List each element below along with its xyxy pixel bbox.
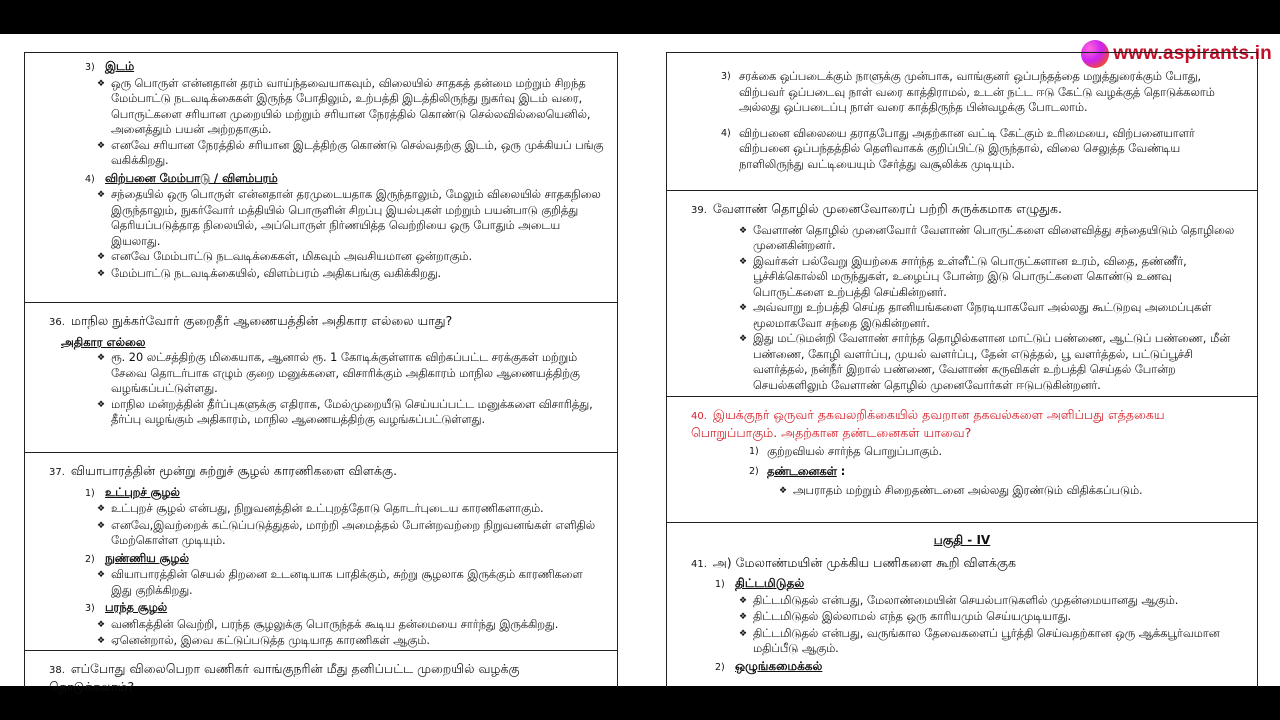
bullet-icon: ❖ — [739, 334, 748, 344]
list-item: ❖ திட்டமிடுதல் என்பது, மேலாண்மையின் செயல்பாடுகளில் முதன்மையானது ஆகும். — [739, 593, 1245, 610]
section-q37 — [25, 453, 617, 651]
logo-text: www.aspirants.in — [1113, 43, 1272, 64]
left-column — [24, 52, 618, 694]
list-item: ❖ உட்புறச் சூழல் என்பது, நிறுவனத்தின் உட்புறத்தோடு தொடர்புடைய காரணிகளாகும். — [97, 501, 605, 518]
list-item: ❖ எனவே சரியான நேரத்தில் சரியான இடத்திற்கு கொண்டு செல்வதற்கு இடம், ஒரு முக்கியப் பங்கு வகிக்கிறது. — [97, 138, 604, 167]
bullet-icon: ❖ — [97, 399, 106, 410]
section-q36 — [25, 303, 617, 453]
list-item: ❖ மேம்பாட்டு நடவடிக்கையில், விளம்பரம் அதிகபங்கு வகிக்கிறது. — [97, 266, 605, 283]
bullet-icon: ❖ — [97, 268, 106, 279]
list-item: 4) விற்பனை விலையை தராதபோது அதற்கான வட்டி கேட்கும் உரிமையை, விற்பனையாளர் விற்பனை ஒப்பந்தத்தில் தெளிவாகக் குறிப்பிட்டு இருந்தால், விலை செலுத்த வேண்டிய நாளிலிருந்து வட்டியையும் சேர்த்து வசூலிக்க முடியும். — [721, 126, 1195, 171]
list-item: ❖ சந்தையில் ஒரு பொருள் என்னதான் தரமுடையதாக இருந்தாலும், மேலும் விலையில் சாதகநிலை இருந்தாலும், நுகர்வோர் மத்தியில் பொருளின் சிறப்பு இயல்புகள் மற்றும் பயன்பாடு குறித்து தெரியப்படுத்தாத நிலையில், அப்பொருள் நிர்ணயித்த வெற்றியை ஒரு போதும் அடைய இயலாது. — [97, 188, 601, 248]
question-41: 41. அ) மேலாண்மயின் முக்கிய பணிகளை கூறி விளக்குக — [691, 554, 1016, 570]
bullet-icon: ❖ — [739, 612, 748, 622]
bullet-icon: ❖ — [739, 628, 748, 639]
section-marketing-mix — [25, 53, 617, 303]
list-item: ❖ ரூ. 20 லட்சத்திற்கு மிகையாக, ஆனால் ரூ. 1 கோடிக்குள்ளாக விற்கப்பட்ட சரக்குகள் மற்றும் சேவை தொடர்பாக எழும் குறை மனுக்களை, விசாரிக்கும் அதிகாரம் மாநில ஆணையத்திற்கு வழங்கப்பட்டுள்ளது. — [97, 351, 580, 395]
list-item: ❖ எனவே,இவற்றைக் கட்டுப்படுத்துதல், மாற்றி அமைத்தல் போன்றவற்றை நிறுவனங்கள் எளிதில் மேற்கொள்ள முடியும். — [97, 518, 596, 547]
bullet-icon: ❖ — [739, 225, 748, 236]
list-item: ❖ அவ்வாறு உற்பத்தி செய்த தானியங்களை நேரடியாகவோ அல்லது கூட்டுறவு அமைப்புகள் மூலமாகவோ சந்தை இடுகின்றனர். — [739, 301, 1212, 330]
bullet-icon: ❖ — [97, 636, 106, 646]
bullet-icon: ❖ — [739, 303, 748, 313]
bullet-icon: ❖ — [97, 190, 106, 200]
part-heading: பகுதி - IV — [933, 533, 991, 547]
bullet-icon: ❖ — [779, 486, 788, 496]
list-item: 2) தண்டனைகள் : — [749, 464, 846, 478]
list-item: ❖ வியாபாரத்தின் செயல் திறனை உடனடியாக பாதிக்கும், சுற்று சூழலாக இருக்கும் காரணிகளை இது குறிக்கிறது. — [97, 568, 583, 597]
question-40: 40. இயக்குநர் ஒருவர் தகவலறிக்கையில் தவறான தகவல்களை அளிப்பது எத்தகைய பொறுப்பாகும். அதற்கான தண்டனைகள் யாவை? — [691, 407, 1165, 440]
list-item: ❖ திட்டமிடுதல் என்பது, வருங்கால தேவைகளைப் பூர்த்தி செய்வதற்கான ஒரு ஆக்கபூர்வமான மதிப்பீடு ஆகும். — [739, 626, 1220, 655]
bullet-icon: ❖ — [97, 353, 106, 363]
list-item: ❖ எனவே மேம்பாட்டு நடவடிக்கைகள், மிகவும் அவசியமான ஒன்றாகும். — [97, 249, 605, 266]
bullet-icon: ❖ — [97, 520, 106, 531]
bullet-icon: ❖ — [97, 78, 106, 89]
question-39: 39. வேளாண் தொழில் முனைவோரைப் பற்றி சுருக்கமாக எழுதுக. — [691, 201, 1062, 216]
list-item: 3) சரக்கை ஒப்படைக்கும் நாளுக்கு முன்பாக, வாங்குனர் ஒப்பந்தத்தை மறுத்துரைக்கும் போது, விற்பவர் ஒப்படைவு நாள் வரை காத்திராமல், உடன் நட்ட ஈடு கேட்டு வழக்குத் தொடுக்கலாம் அல்லது ஒப்படைப்பு நாள் வரை காத்திருந்த பின்வழக்கு போடலாம். — [721, 70, 1215, 114]
section-q38 — [25, 651, 617, 704]
list-item: ❖ இவர்கள் பல்வேறு இயற்கை சார்ந்த உள்ளீட்டு பொருட்களான உரம், விதை, தண்ணீர், பூச்சிக்கொல்லி மருந்துகள், உழைப்பு போன்ற இடு பொருட்களை கொண்டு உணவு பொருட்களை உற்பத்தி செய்கின்றனர். — [739, 254, 1187, 299]
subheading-organising: 2) ஒழுங்கமைக்கல் — [715, 658, 823, 673]
bullet-icon: ❖ — [97, 619, 106, 630]
list-item: 1) குற்றவியல் சார்ந்த பொறுப்பாகும். — [749, 445, 943, 458]
bullet-icon: ❖ — [97, 570, 106, 580]
bullet-icon: ❖ — [97, 504, 106, 514]
section-q40 — [667, 397, 1257, 523]
section-part-iv — [667, 523, 1257, 681]
subheading-planning: 1) திட்டமிடுதல் — [715, 576, 805, 590]
subheading-place: 3) இடம் — [85, 60, 135, 73]
section-q38-continued — [667, 53, 1257, 191]
list-item: ❖ ஒரு பொருள் என்னதான் தரம் வாய்ந்தவையாகவும், விலையில் சாதகத் தன்மை மற்றும் சிறந்த மேம்பாட்டு நடவடிக்கைகள் இருந்த போதிலும், உற்பத்தி இடத்திலிருந்து நுகர்வு இடம் வரை, பொருட்களை சரியான முறையில் மற்றும் சரியான நேரத்தில் கொண்டு செல்லவில்லையெனில், அனைத்தும் பயன் அற்றதாகும். — [97, 76, 591, 136]
bullet-icon: ❖ — [739, 595, 748, 606]
heading-jurisdiction: அதிகார எல்லை — [61, 334, 146, 349]
subheading-promotion: 4) விற்பனை மேம்பாடு / விளம்பரம் — [85, 171, 278, 185]
subheading-internal: 1) உட்புறச் சூழல் — [85, 485, 180, 499]
list-item: ❖ ஏனென்றால், இவை கட்டுப்படுத்த முடியாத காரணிகள் ஆகும். — [97, 633, 605, 650]
question-36: 36. மாநில நுக்கர்வோர் குறைதீர் ஆணையத்தின் அதிகார எல்லை யாது? — [49, 313, 453, 328]
list-item: ❖ இது மட்டுமன்றி வேளாண் சார்ந்த தொழில்களான மாட்டுப் பண்ணை, ஆட்டுப் பண்ணை, மீன் பண்ணை, கோழி வளர்ப்பு, முயல் வளர்ப்பு, தேன் எடுத்தல், பூ வளர்த்தல், பட்டுப்பூச்சி வளர்த்தல், நன்நீர் இறால் பண்ணை, வேளாண் கருவிகள் உற்பத்தி செய்தல் போன்ற செயல்களிலும் வேளாண் தொழில் முனைவோர்கள் ஈடுபடுகின்றனர். — [739, 332, 1231, 392]
question-37: 37. வியாபாரத்தின் மூன்று சுற்றுச் சூழல் காரணிகளை விளக்கு. — [49, 463, 398, 478]
bullet-icon: ❖ — [97, 140, 106, 151]
section-q39 — [667, 191, 1257, 397]
question-38: 38. எப்போது விலைபெறா வணிகர் வாங்குநரின் மீது தனிப்பட்ட முறையில் வழக்கு தொடுக்கலாம்? — [49, 661, 520, 694]
subheading-micro: 2) நுண்ணிய சூழல் — [85, 551, 189, 565]
list-item: ❖ திட்டமிடுதல் இல்லாமல் எந்த ஒரு காரியமும் செய்யமுடியாது. — [739, 609, 1245, 626]
list-item: ❖ மாநில மன்றத்தின் தீர்ப்புகளுக்கு எதிராக, மேல்முறையீடு செய்யப்பட்ட மனுக்களை விசாரித்து, தீர்ப்பு வழங்கும் அதிகாரம், மாநில ஆணையத்திற்கு வழங்கப்பட்டுள்ளது. — [97, 397, 593, 426]
bullet-icon: ❖ — [97, 252, 106, 262]
list-item: ❖ அபராதம் மற்றும் சிறைதண்டனை அல்லது இரண்டும் விதிக்கப்படும். — [779, 483, 1245, 500]
right-column — [666, 52, 1258, 687]
list-item: ❖ வணிகத்தின் வெற்றி, பரந்த சூழலுக்கு பொருந்தக் கூடிய தன்மையை சார்ந்து இருக்கிறது. — [97, 617, 605, 634]
list-item: ❖ வேளாண் தொழில் முனைவோர் வேளாண் பொருட்களை விளைவித்து சந்தையிடும் தொழிலை முனைகின்றனர். — [739, 223, 1235, 252]
bullet-icon: ❖ — [739, 256, 748, 267]
subheading-macro: 3) பரந்த சூழல் — [85, 601, 168, 614]
